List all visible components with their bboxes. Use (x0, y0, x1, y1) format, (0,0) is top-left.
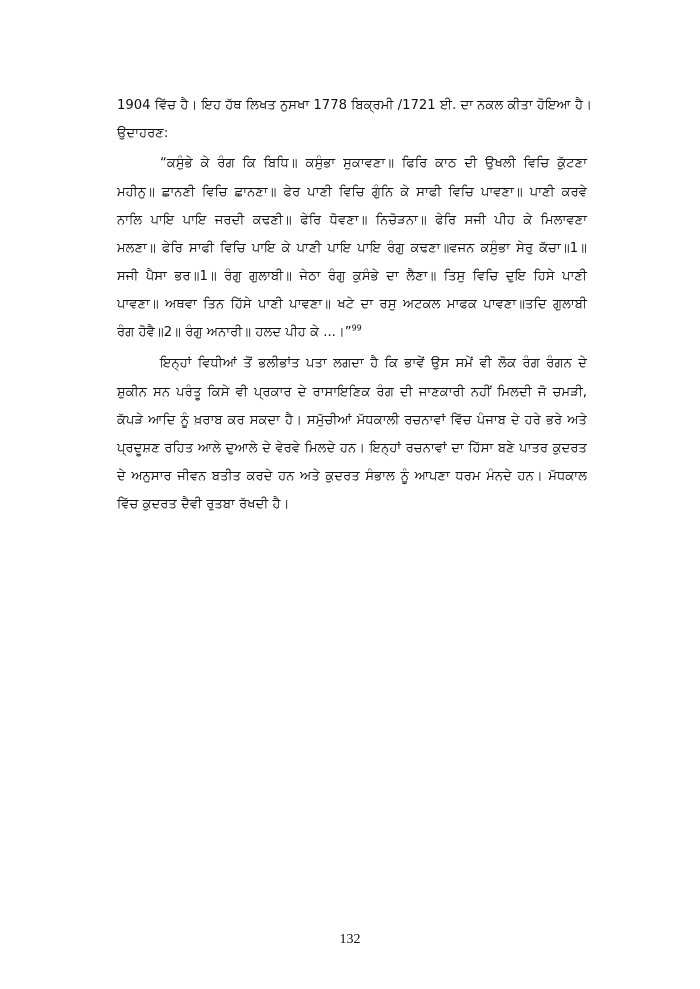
body-text-line: 1904 ਵਿੱਚ ਹੈ। ਇਹ ਹੱਥ ਲਿਖਤ ਨੁਸਖਾ 1778 ਬਿਕ੍ਰਮੀ /1721 ਈ. ਦਾ ਨਕਲ ਕੀਤਾ ਹੋਇਆ ਹੈ। (117, 98, 592, 113)
body-text-line: ਉਦਾਹਰਣ: (117, 126, 169, 141)
quote-text-line: ਮਲਣਾ॥ ਫੇਰਿ ਸਾਫੀ ਵਿਚਿ ਪਾਇ ਕੇ ਪਾਣੀ ਪਾਇ ਪਾਇ ਰੰਗੁ ਕਢਣਾ॥ਵਜਨ ਕਸੁੰਭਾ ਸੇਰੁ ਕੱਚਾ॥1॥ (117, 241, 587, 256)
quote-text-line: “ਕਸੁੰਭੇ ਕੇ ਰੰਗ ਕਿ ਬਿਧਿ॥ ਕਸੁੰਭਾ ਸੁਕਾਵਣਾ॥ ਫਿਰਿ ਕਾਠ ਦੀ ਉਖਲੀ ਵਿਚਿ ਕੁੱਟਣਾ (160, 156, 587, 171)
body-text-line: ਦੇ ਅਨੁਸਾਰ ਜੀਵਨ ਬਤੀਤ ਕਰਦੇ ਹਨ ਅਤੇ ਕੁਦਰਤ ਸੰਭਾਲ ਨੂੰ ਆਪਣਾ ਧਰਮ ਮੰਨਦੇ ਹਨ। ਮੱਧਕਾਲ (117, 469, 587, 484)
body-text-line: ਇਨ੍ਹਾਂ ਵਿਧੀਆਂ ਤੋਂ ਭਲੀਭਾਂਤ ਪਤਾ ਲਗਦਾ ਹੈ ਕਿ ਭਾਵੇਂ ਉਸ ਸਮੇਂ ਵੀ ਲੋਕ ਰੰਗ ਰੰਗਨ ਦੇ (160, 356, 587, 371)
quote-text-line: ਮਹੀਨੁ॥ ਛਾਨਣੀ ਵਿਚਿ ਛਾਨਣਾ॥ ਫੇਰ ਪਾਣੀ ਵਿਚਿ ਗੁੰਨਿ ਕੇ ਸਾਫੀ ਵਿਚਿ ਪਾਵਣਾ॥ ਪਾਣੀ ਕਰਵੇ (117, 185, 587, 200)
quote-text-line: ਪਾਵਣਾ॥ ਅਥਵਾ ਤਿਨ ਹਿੱਸੇ ਪਾਣੀ ਪਾਵਣਾ॥ ਖਟੇ ਦਾ ਰਸੁ ਅਟਕਲ ਮਾਫਕ ਪਾਵਣਾ॥ਤਦਿ ਗੁਲਾਬੀ (117, 297, 587, 312)
body-text-line: ਸ਼ੁਕੀਨ ਸਨ ਪਰੰਤੂ ਕਿਸੇ ਵੀ ਪ੍ਰਕਾਰ ਦੇ ਰਾਸਾਇਣਿਕ ਰੰਗ ਦੀ ਜਾਣਕਾਰੀ ਨਹੀਂ ਮਿਲਦੀ ਜੋ ਚਮੜੀ, (117, 385, 587, 400)
body-text-line: ਕੱਪੜੇ ਆਦਿ ਨੂੰ ਖ਼ਰਾਬ ਕਰ ਸਕਦਾ ਹੈ। ਸਮੁੱਚੀਆਂ ਮੱਧਕਾਲੀ ਰਚਨਾਵਾਂ ਵਿੱਚ ਪੰਜਾਬ ਦੇ ਹਰੇ ਭਰੇ ਅਤੇ (117, 413, 587, 428)
quote-text-line: ਰੰਗ ਹੋਵੈ॥2॥ ਰੰਗੁ ਅਨਾਰੀ॥ ਹਲਦ ਪੀਹ ਕੇ ...।” (117, 325, 352, 340)
body-text-line: ਵਿੱਚ ਕੁਦਰਤ ਦੈਵੀ ਰੁਤਬਾ ਰੱਖਦੀ ਹੈ। (117, 497, 290, 512)
quote-text-line: ਨਾਲਿ ਪਾਇ ਪਾਇ ਜਰਦੀ ਕਢਣੀ॥ ਫੇਰਿ ਧੋਵਣਾ॥ ਨਿਚੋੜਨਾ॥ ਫੇਰਿ ਸਜੀ ਪੀਹ ਕੇ ਮਿਲਾਵਣਾ (117, 213, 587, 228)
quote-last-line (117, 325, 587, 341)
page-number: 132 (339, 932, 361, 947)
body-text-line: ਪ੍ਰਦੂਸ਼ਣ ਰਹਿਤ ਆਲੇ ਦੁਆਲੇ ਦੇ ਵੇਰਵੇ ਮਿਲਦੇ ਹਨ। ਇਨ੍ਹਾਂ ਰਚਨਾਵਾਂ ਦਾ ਹਿੱਸਾ ਬਣੇ ਪਾਤਰ ਕੁਦਰਤ (117, 441, 587, 456)
footnote-reference: 99 (351, 323, 362, 333)
quote-text-line: ਸਜੀ ਪੈਸਾ ਭਰ॥1॥ ਰੰਗੁ ਗੁਲਾਬੀ॥ ਜੇਠਾ ਰੰਗੁ ਕੁਸੰਭੇ ਦਾ ਲੈਣਾ॥ ਤਿਸੁ ਵਿਚਿ ਦੁਇ ਹਿਸੇ ਪਾਣੀ (117, 269, 587, 284)
